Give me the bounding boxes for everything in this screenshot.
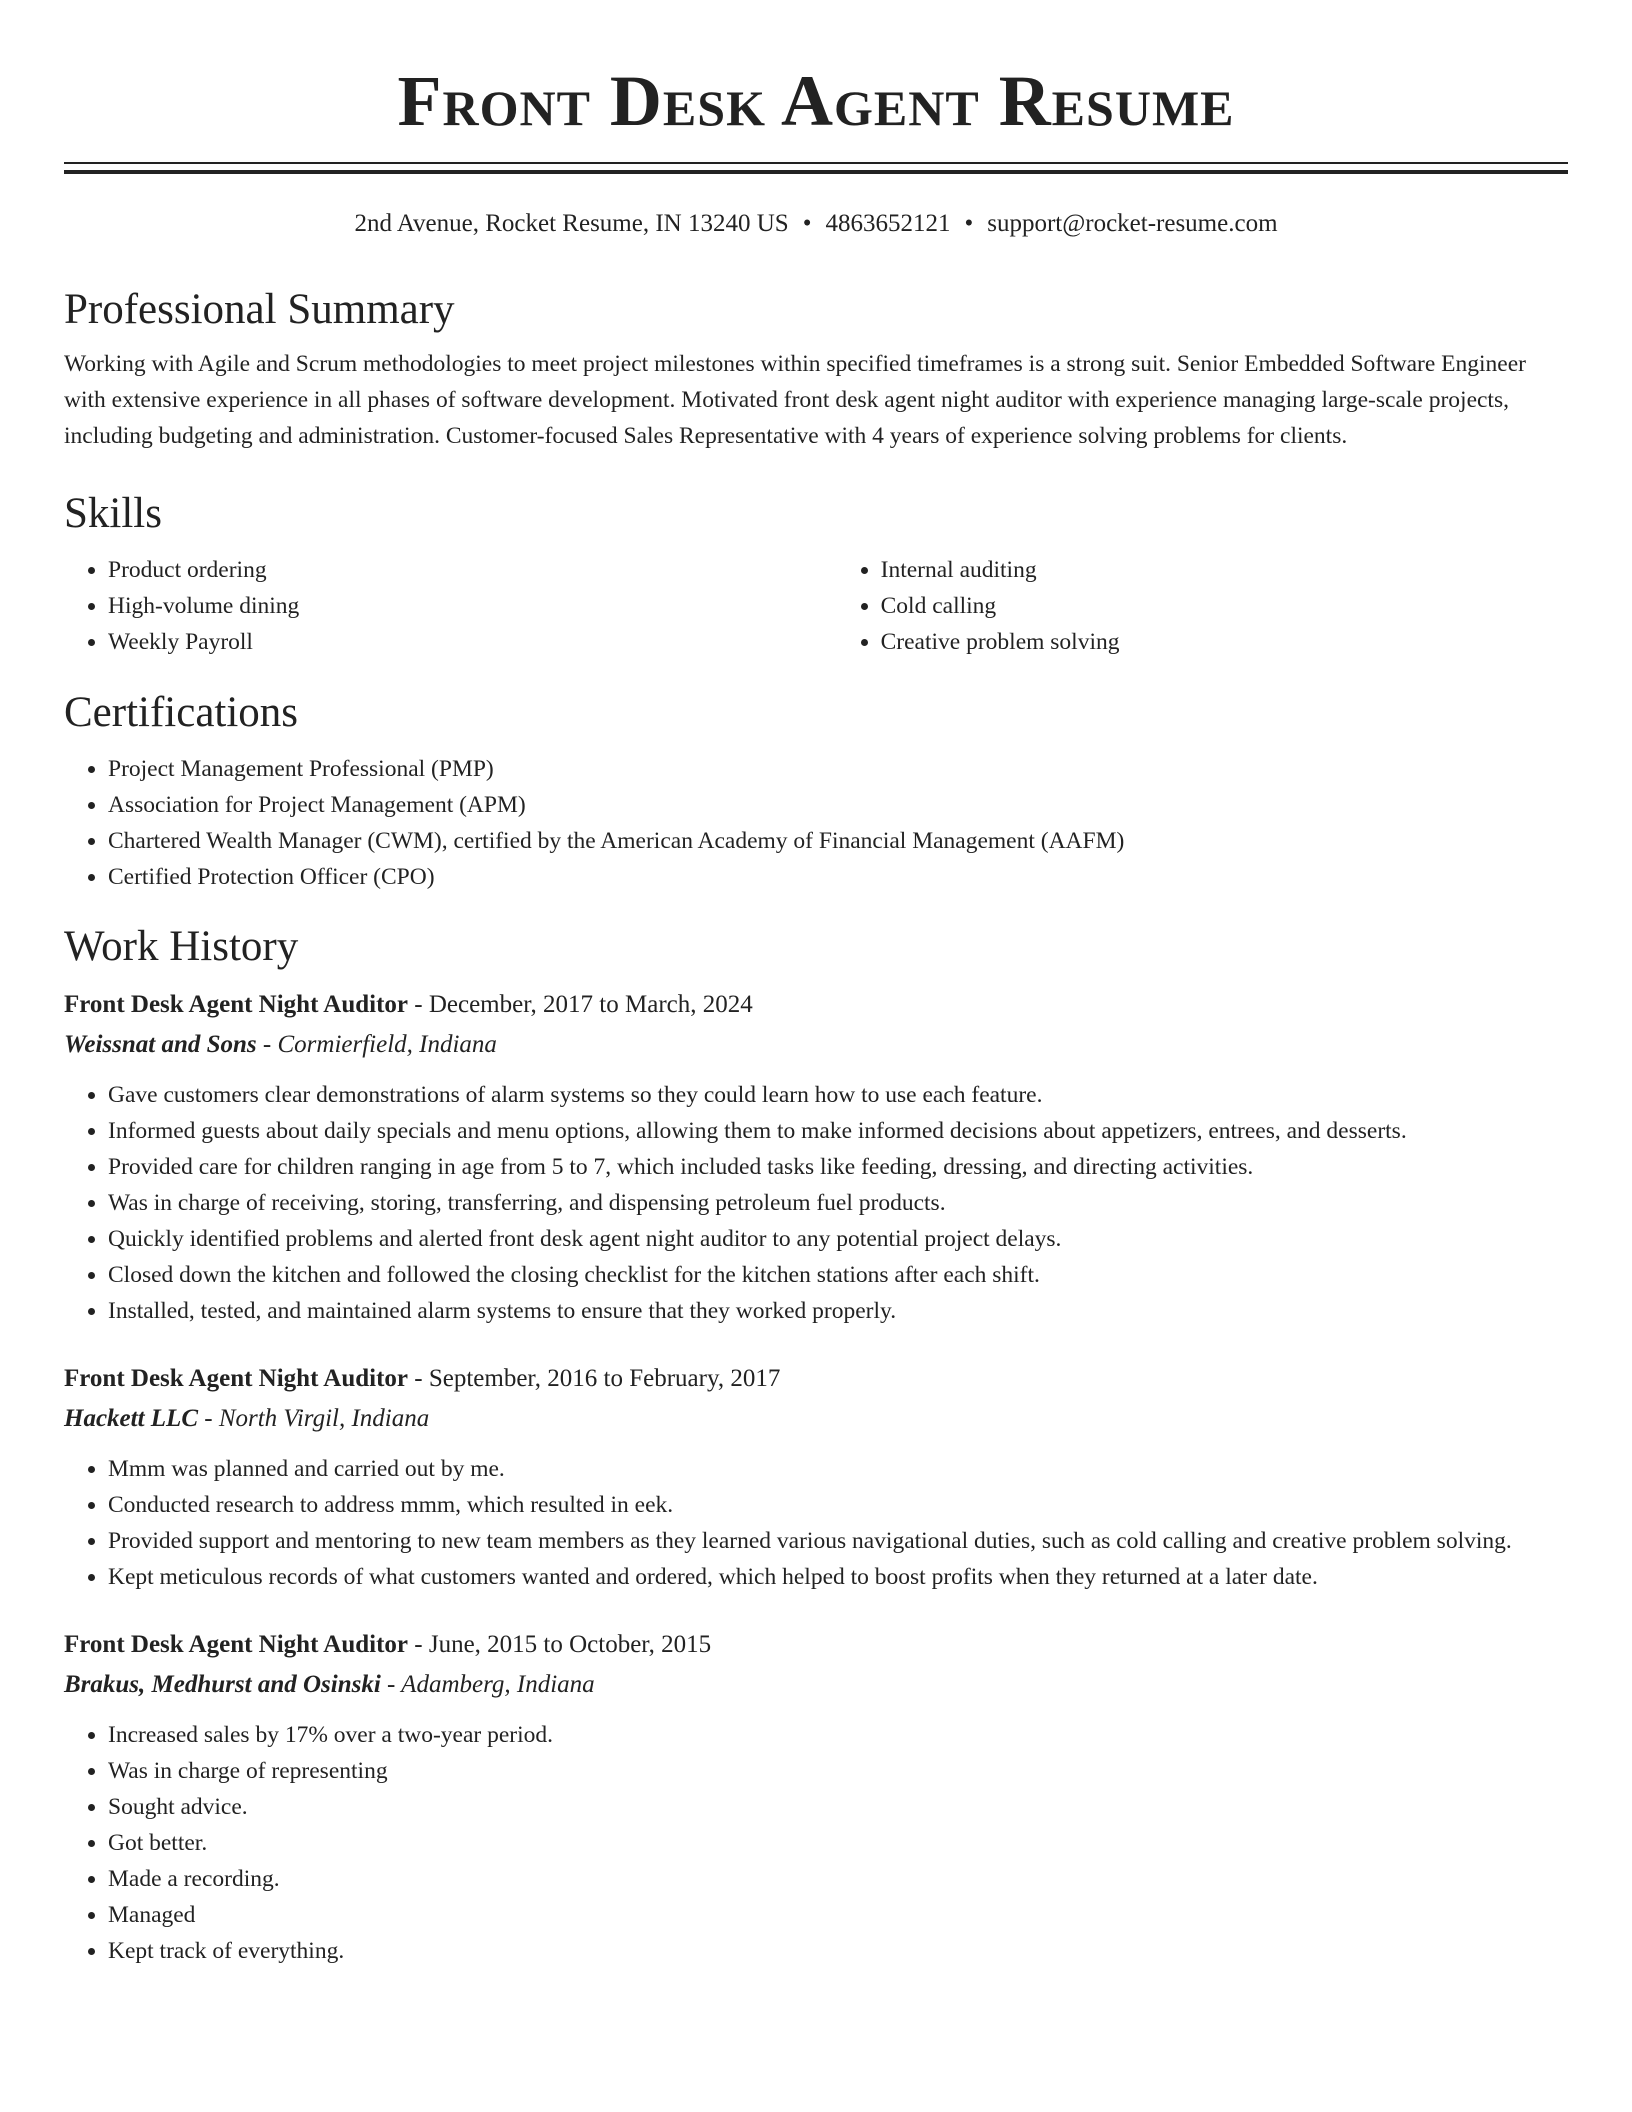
job-company-line — [64, 1667, 1568, 1703]
certification-item: • Project Management Professional (PMP) — [108, 751, 1568, 787]
skills-heading: Skills — [64, 490, 162, 537]
certification-item: • Certified Protection Officer (CPO) — [108, 859, 1568, 895]
skill-item: • Creative problem solving — [881, 624, 1568, 660]
job-role: Front Desk Agent Night Auditor — [64, 1631, 409, 1658]
work-history-heading: Work History — [64, 923, 299, 970]
skill-item: • Internal auditing — [881, 552, 1568, 588]
job-bullet: • Informed guests about daily specials and menu options, allowing them to make informed decisions about appetizers, entrees, and desserts. — [108, 1113, 1568, 1149]
job-bullet: • Installed, tested, and maintained alarm systems to ensure that they worked properly. — [108, 1293, 1568, 1329]
contact-line — [64, 208, 1568, 240]
job-company-line — [64, 1401, 1568, 1437]
job-title-line — [64, 1361, 1568, 1397]
job-location: - North Virgil, Indiana — [198, 1405, 430, 1432]
job-bullet: • Provided support and mentoring to new team members as they learned various navigational duties, such as cold calling and creative problem solving. — [108, 1523, 1568, 1559]
job-location: - Adamberg, Indiana — [380, 1671, 595, 1698]
job-bullets — [64, 1717, 1568, 1969]
skills-column-1 — [64, 552, 837, 660]
job-title-line — [64, 987, 1568, 1023]
contact-phone: 4863652121 — [825, 210, 951, 237]
job-bullet: • Kept track of everything. — [108, 1933, 1568, 1969]
job-bullet: • Was in charge of receiving, storing, transferring, and dispensing petroleum fuel products. — [108, 1185, 1568, 1221]
skills-column-2 — [837, 552, 1568, 660]
certification-item: • Association for Project Management (APM) — [108, 787, 1568, 823]
job-bullet: • Sought advice. — [108, 1789, 1568, 1825]
job-role: Front Desk Agent Night Auditor — [64, 1365, 409, 1392]
job-dates: - June, 2015 to October, 2015 — [408, 1631, 712, 1658]
skill-item: • High-volume dining — [108, 588, 837, 624]
job-bullet: • Gave customers clear demonstrations of alarm systems so they could learn how to use each feature. — [108, 1077, 1568, 1113]
job-entry — [64, 1361, 1568, 1595]
job-bullet: • Managed — [108, 1897, 1568, 1933]
summary-text: Working with Agile and Scrum methodologies to meet project milestones within specified timeframes is a strong suit. Senior Embedded Software Engineer with extensive experience in all phases of software development. Motivated front desk agent night auditor with experience managing large-scale projects, including budgeting and administration. Customer-focused Sales Representative with 4 years of experience solving problems for clients. — [64, 351, 1526, 449]
job-bullet: • Kept meticulous records of what customers wanted and ordered, which helped to boost profits when they returned at a later date. — [108, 1559, 1568, 1595]
job-bullet: • Increased sales by 17% over a two-year period. — [108, 1717, 1568, 1753]
job-company: Weissnat and Sons — [64, 1031, 257, 1058]
skill-item: • Product ordering — [108, 552, 837, 588]
job-company-line — [64, 1027, 1568, 1063]
job-bullet: • Provided care for children ranging in age from 5 to 7, which included tasks like feeding, dressing, and directing activities. — [108, 1149, 1568, 1185]
skills-list — [64, 552, 1568, 660]
job-dates: - September, 2016 to February, 2017 — [408, 1365, 781, 1392]
job-bullets — [64, 1451, 1568, 1595]
skill-item: • Weekly Payroll — [108, 624, 837, 660]
title-divider-thin — [64, 162, 1568, 164]
certifications-heading: Certifications — [64, 689, 299, 736]
contact-email: support@rocket-resume.com — [987, 210, 1278, 237]
job-entry — [64, 987, 1568, 1329]
job-bullet: • Made a recording. — [108, 1861, 1568, 1897]
job-bullet: • Mmm was planned and carried out by me. — [108, 1451, 1568, 1487]
job-dates: - December, 2017 to March, 2024 — [408, 991, 753, 1018]
job-role: Front Desk Agent Night Auditor — [64, 991, 409, 1018]
job-company: Brakus, Medhurst and Osinski — [64, 1671, 381, 1698]
job-bullet: • Conducted research to address mmm, which resulted in eek. — [108, 1487, 1568, 1523]
contact-separator: • — [964, 210, 974, 237]
job-bullet: • Closed down the kitchen and followed the closing checklist for the kitchen stations after each shift. — [108, 1257, 1568, 1293]
contact-address: 2nd Avenue, Rocket Resume, IN 13240 US — [354, 210, 789, 237]
summary-heading: Professional Summary — [64, 286, 455, 333]
job-bullet: • Got better. — [108, 1825, 1568, 1861]
skill-item: • Cold calling — [881, 588, 1568, 624]
job-company: Hackett LLC — [64, 1405, 198, 1432]
job-location: - Cormierfield, Indiana — [256, 1031, 497, 1058]
certification-item: • Chartered Wealth Manager (CWM), certified by the American Academy of Financial Management (AAFM) — [108, 823, 1568, 859]
job-title-line — [64, 1627, 1568, 1663]
job-entry — [64, 1627, 1568, 1969]
title-divider-thick — [64, 170, 1568, 174]
job-bullets — [64, 1077, 1568, 1329]
certifications-list — [64, 751, 1568, 895]
resume-title: Front Desk Agent Resume — [397, 61, 1235, 141]
contact-separator: • — [802, 210, 812, 237]
job-bullet: • Quickly identified problems and alerted front desk agent night auditor to any potential project delays. — [108, 1221, 1568, 1257]
job-bullet: • Was in charge of representing — [108, 1753, 1568, 1789]
